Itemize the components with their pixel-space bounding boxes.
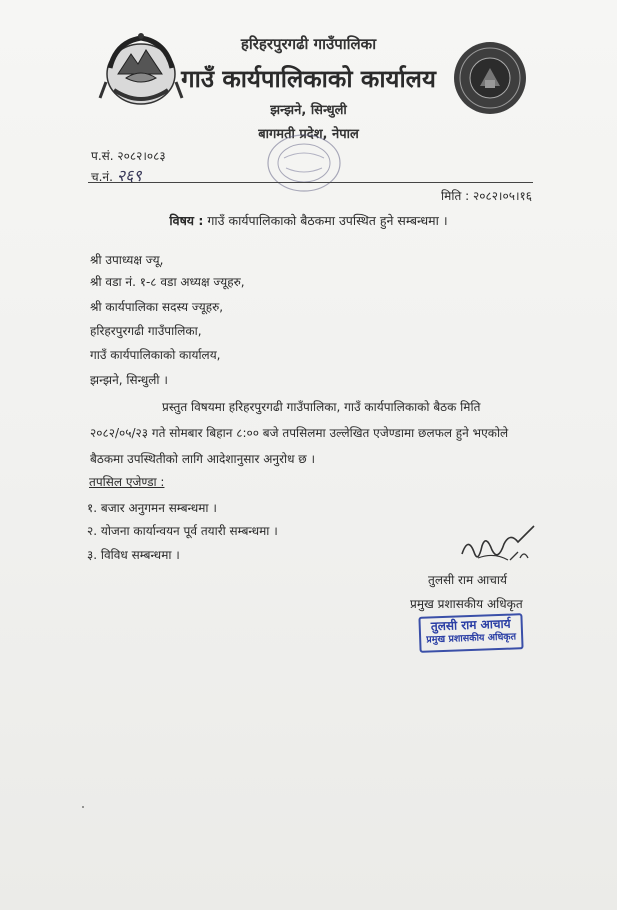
- agenda-item: ३. विविध सम्बन्धमा ।: [87, 548, 180, 562]
- letter-number-value: २०८२।०८३: [117, 149, 166, 163]
- stamp-title: प्रमुख प्रशासकीय अधिकृत: [426, 631, 517, 646]
- signatory-title: प्रमुख प्रशासकीय अधिकृत: [410, 597, 523, 611]
- subject-text: गाउँ कार्यपालिकाको बैठकमा उपस्थित हुने सम्बन्धमा ।: [207, 213, 448, 228]
- subject-line: [0, 212, 617, 229]
- municipality-name: हरिहरपुरगढी गाउँपालिका: [240, 35, 377, 53]
- letter-number-label: प.सं.: [91, 149, 114, 163]
- letter-number: [91, 147, 166, 164]
- address-line-2: बागमती प्रदेश, नेपाल: [258, 127, 359, 142]
- header-divider: [88, 182, 533, 183]
- agenda-heading: तपसिल एजेण्डा :: [89, 475, 165, 489]
- date-label: मिति :: [441, 189, 470, 203]
- office-stamp-mark: [262, 128, 346, 198]
- body-paragraph: [90, 394, 536, 472]
- signatory-name-stamp: [418, 613, 523, 653]
- paper-speck: [82, 806, 84, 808]
- agenda-item: २. योजना कार्यान्वयन पूर्व तयारी सम्बन्धमा ।: [87, 524, 278, 538]
- agenda-item: १. बजार अनुगमन सम्बन्धमा ।: [87, 501, 217, 515]
- addressee-line: श्री कार्यपालिका सदस्य ज्यूहरु,: [90, 300, 224, 314]
- subject-label: विषय :: [169, 213, 204, 228]
- dispatch-number-value: २६९: [116, 166, 142, 185]
- signatory-name: तुलसी राम आचार्य: [428, 573, 507, 587]
- dispatch-number-label: च.नं.: [91, 170, 113, 184]
- addressee-line: झन्झने, सिन्धुली ।: [90, 373, 168, 387]
- date-value: २०८२।०५।१६: [472, 189, 532, 203]
- addressee-line: श्री वडा नं. १-८ वडा अध्यक्ष ज्यूहरु,: [90, 275, 245, 289]
- addressee-line: श्री उपाध्यक्ष ज्यू,: [90, 253, 164, 267]
- office-name: गाउँ कार्यपालिकाको कार्यालय: [181, 65, 436, 93]
- addressee-line: हरिहरपुरगढी गाउँपालिका,: [90, 324, 202, 338]
- address-line-1: झन्झने, सिन्धुली: [270, 103, 347, 118]
- letter-date: [400, 187, 532, 204]
- stamp-name: तुलसी राम आचार्य: [430, 616, 511, 634]
- addressee-line: गाउँ कार्यपालिकाको कार्यालय,: [90, 348, 221, 362]
- body-paragraph-text: प्रस्तुत विषयमा हरिहरपुरगढी गाउँपालिका, गाउँ कार्यपालिकाको बैठक मिति २०८२/०५/२३ गते सोमबार बिहान ८:०० बजे तपसिलमा उल्लेखित एजेण्डामा छलफल हुने भएकोले बैठकमा उपस्थितीको लागि आदेशानुसार अनुरोध छ ।: [90, 400, 509, 466]
